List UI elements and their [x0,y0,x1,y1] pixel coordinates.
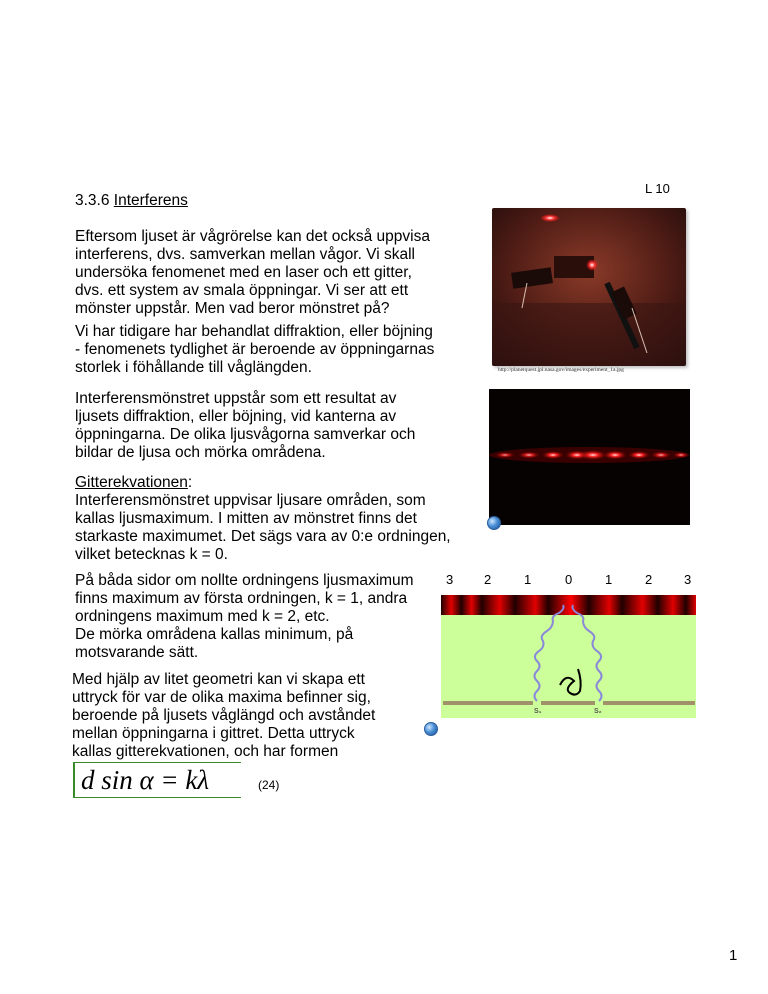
section-title: Interferens [113,192,188,209]
paragraph-diffraction [75,323,434,377]
text-line: ljusets diffraktion, eller böjning, vid kanterna av [75,408,397,425]
text-line: beroende på ljusets våglängd och avståndet [72,707,376,724]
order-label: 3 [446,572,454,587]
paragraph-intro [75,228,430,318]
slit-label-2: S₂ [594,708,602,715]
text-line: mönster uppstår. Men vad beror mönstret på? [75,300,390,317]
text-line: bildar de ljusa och mörka områdena. [75,444,326,461]
double-slit-svg [441,595,696,718]
text-line: Eftersom ljuset är vågrörelse kan det också uppvisa [75,228,430,245]
text-line: öppningarna. De olika ljusvågorna samverkar och [75,426,416,443]
globe-icon[interactable] [487,516,501,530]
text-line: Med hjälp av litet geometri kan vi skapa ett [72,671,365,688]
gitter-heading-colon: : [187,474,193,491]
paragraph-geometry [72,671,375,761]
text-line: Vi har tidigare har behandlat diffraktion, eller böjning [75,323,433,340]
order-label: 2 [484,572,492,587]
text-line: undersöka fenomenet med en laser och ett gitter, [75,264,412,281]
grating-equation: d sin α = kλ [81,765,210,795]
wave-left [535,605,564,701]
text-line: storlek i föhållande till våglängden. [75,359,312,376]
text-line: starkaste maximumet. Det sägs vara av 0:e ordningen, [75,528,451,545]
text-line: Interferensmönstret uppstår som ett resultat av [75,390,397,407]
text-line: interferens, dvs. samverkan mellan vågor. Vi skall [75,246,416,263]
text-line: mellan öppningarna i gittret. Detta uttryck [72,725,355,742]
text-line: ordningens maximum med k = 2, etc. [75,608,330,625]
text-line: uttryck för var de olika maxima befinner sig, [72,689,371,706]
text-line: finns maximum av första ordningen, k = 1, andra [75,590,408,607]
paragraph-pattern [75,390,415,462]
order-label: 0 [565,572,573,587]
slit-label-1: S₁ [534,708,542,715]
text-line: vilket betecknas k = 0. [75,546,228,563]
text-line: På båda sidor om nollte ordningens ljusmaximum [75,572,414,589]
laser-setup-photo [492,208,686,366]
text-line: dvs. ett system av smala öppningar. Vi ser att ett [75,282,409,299]
gitter-heading [75,474,192,492]
order-label: 1 [605,572,613,587]
double-slit-diagram [441,595,696,718]
globe-icon[interactable] [424,722,438,736]
paragraph-orders [75,572,414,662]
order-label: 3 [684,572,692,587]
wave-right [573,605,602,701]
equation-number: (24) [258,778,280,792]
d-handwritten [560,669,581,695]
barrier-middle [541,701,595,705]
text-line: Interferensmönstret uppvisar ljusare områden, som [75,492,426,509]
page-number: 1 [729,947,738,964]
order-label: 2 [645,572,653,587]
equation-box [73,762,241,798]
gitter-heading-text: Gitterekvationen [75,474,188,491]
photo-caption: http://planetquest.jpl.nasa.gov/images/experiment_1a.jpg [498,367,624,373]
text-line: kallas ljusmaximum. I mitten av mönstret finns det [75,510,417,527]
page-label: L 10 [645,181,670,196]
laser-setup-image [492,208,686,366]
text-line: De mörka områdena kallas minimum, på [75,626,354,643]
fringe-image [489,389,690,525]
paragraph-maximum [75,492,451,564]
section-heading [75,192,188,210]
barrier-left [443,701,533,705]
section-number: 3.3.6 [75,192,110,209]
text-line: motsvarande sätt. [75,644,199,661]
fringe-photo [489,389,690,525]
order-label: 1 [524,572,532,587]
fringe-strip [441,595,696,615]
text-line: - fenomenets tydlighet är beroende av öppningarnas [75,341,435,358]
text-line: kallas gitterekvationen, och har formen [72,743,339,760]
barrier-right [603,701,695,705]
